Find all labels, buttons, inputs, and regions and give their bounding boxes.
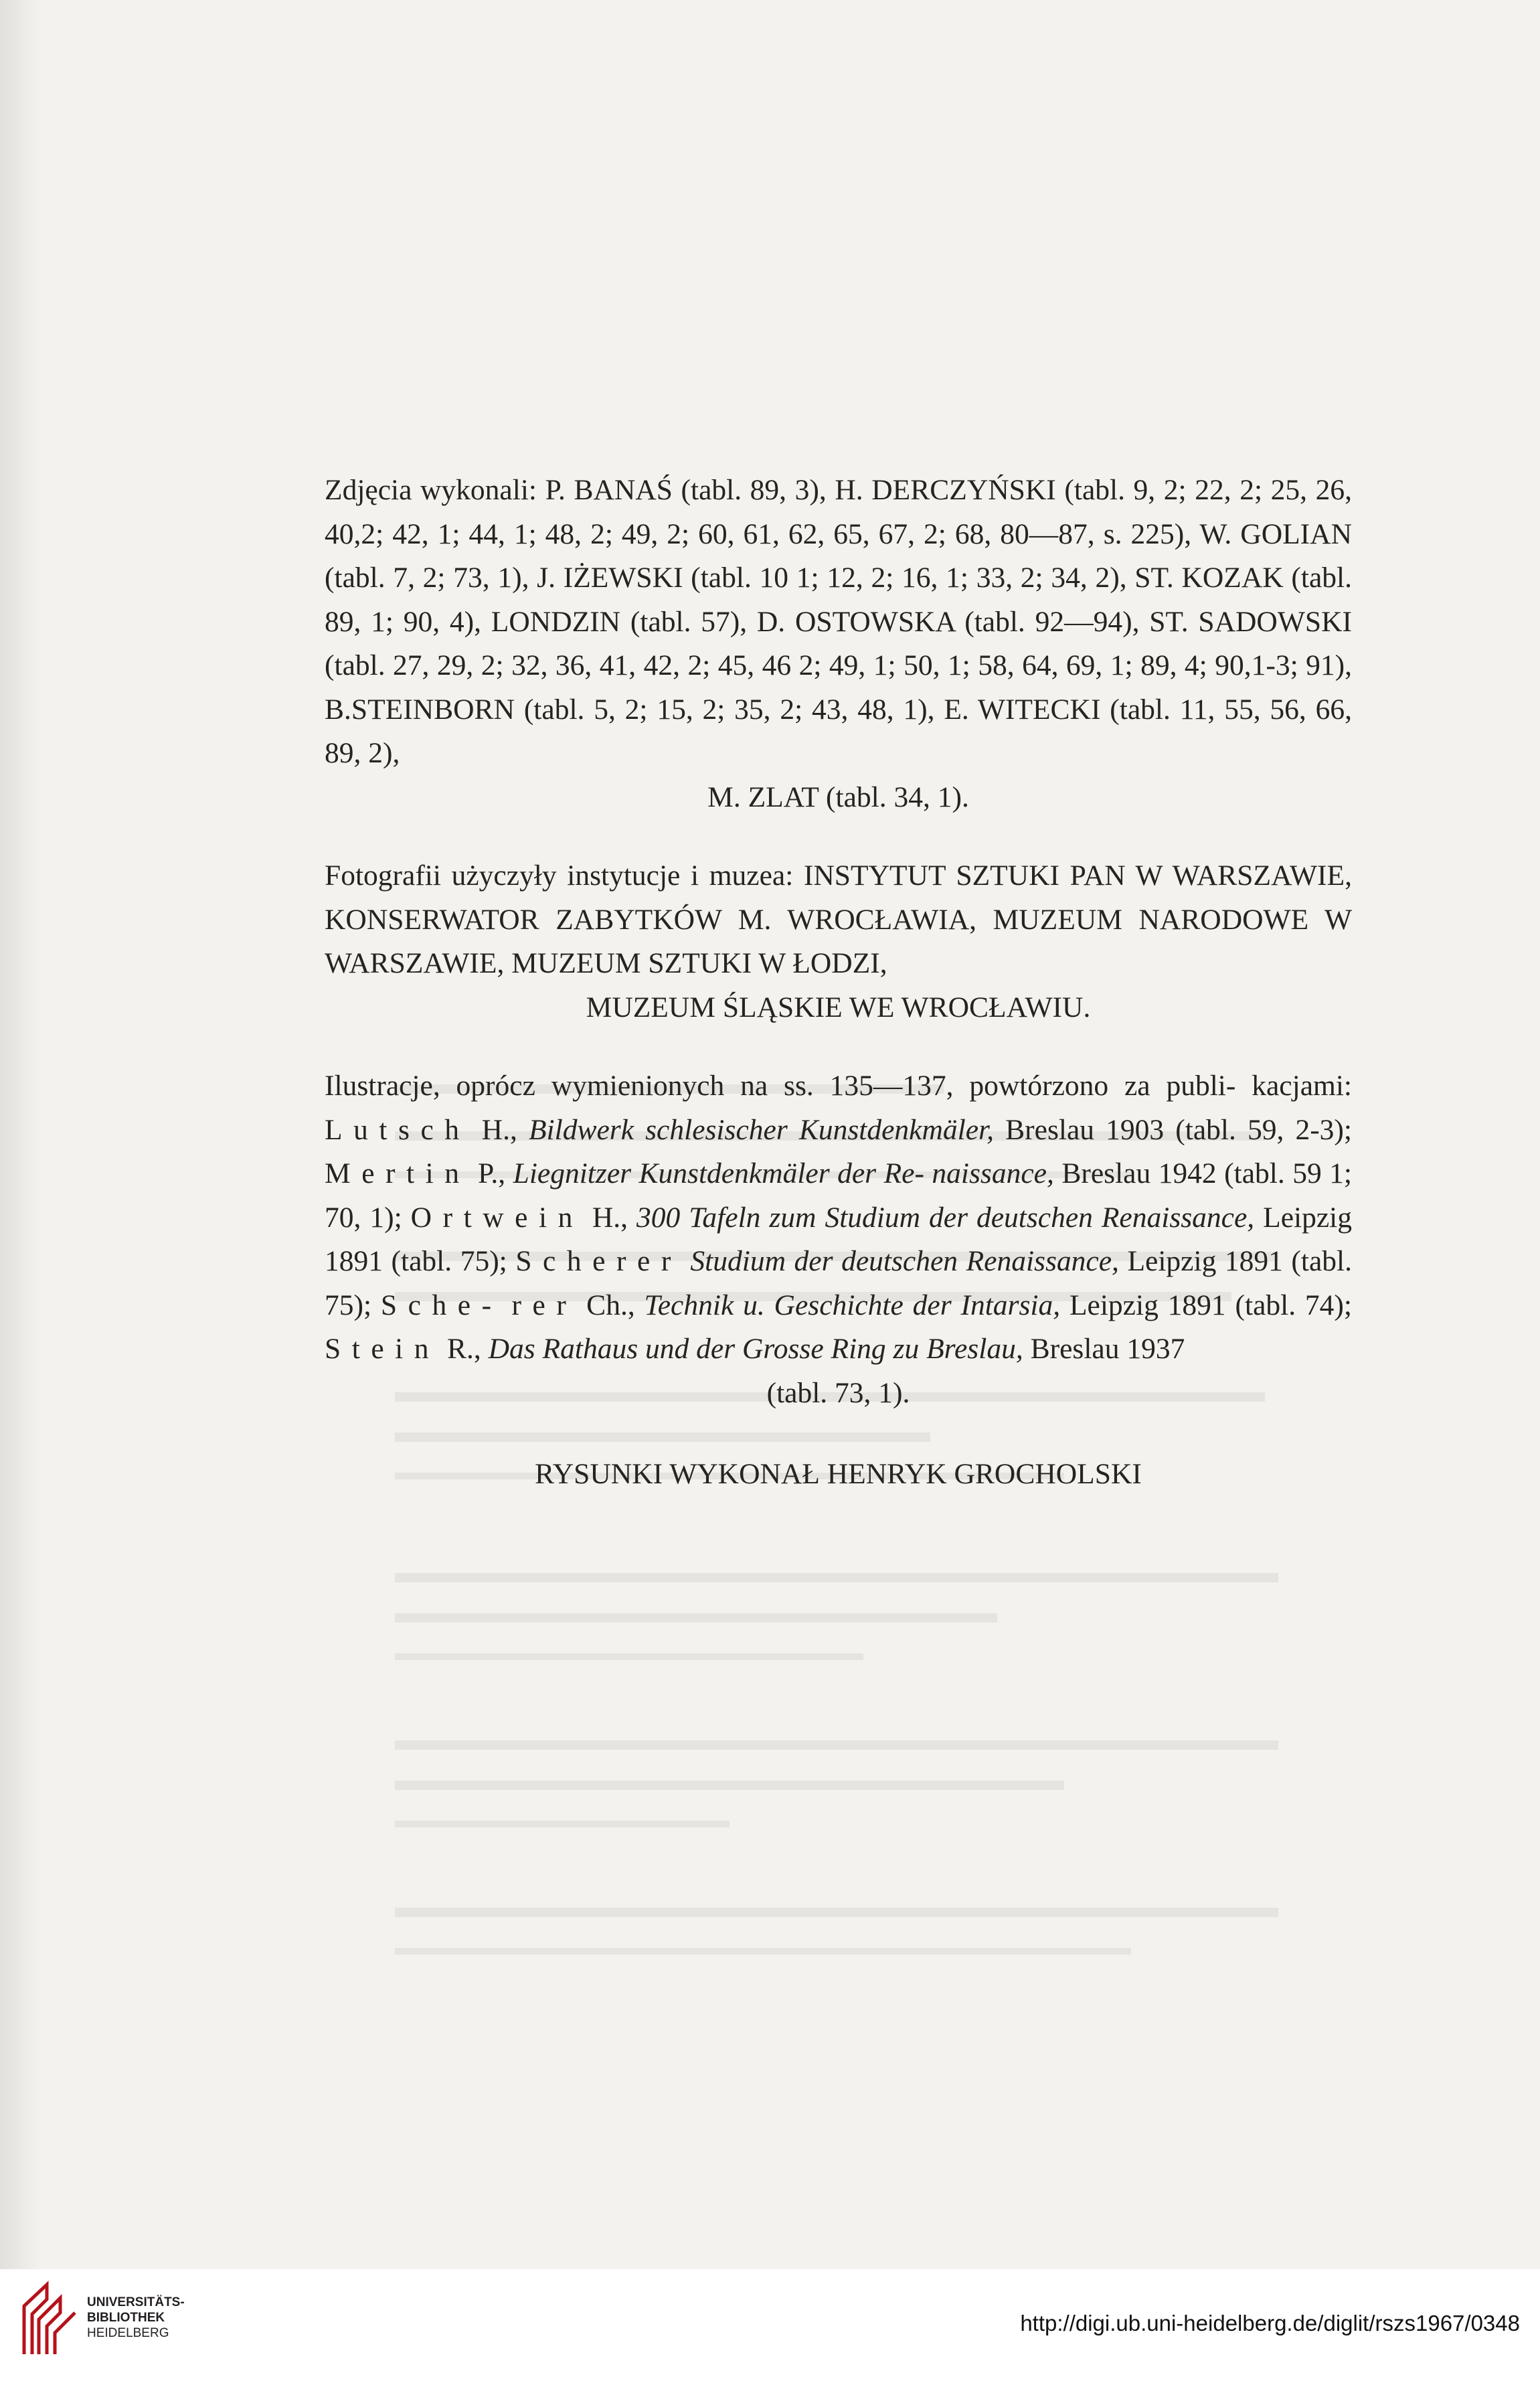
source-url[interactable]: http://digi.ub.uni-heidelberg.de/diglit/rszs1967/0348 bbox=[1020, 2311, 1520, 2335]
photo-credits-paragraph bbox=[325, 469, 1352, 819]
photo-credits-line: 22, 2; 25, 26, 40,2; 42, 1; 44, 1; 48, 2; 49, 2; 60, 61, 62, 65, 67, 2; 68, 80—87, bbox=[325, 474, 1352, 550]
illustrations-last-line: (tabl. 73, 1). bbox=[766, 1376, 910, 1409]
publication-title: 300 Tafeln zum bbox=[636, 1201, 817, 1234]
library-name bbox=[87, 2295, 185, 2341]
photo-credits-line: (tabl. 5, 2; 15, 2; 35, 2; 43, 48, 1), E. WITECKI (tabl. 11, 55, 56, 66, 89, 2), bbox=[325, 693, 1352, 769]
illustrations-text: Ch., bbox=[577, 1289, 645, 1321]
illustrations-text: R., bbox=[440, 1333, 489, 1365]
library-name-line: HEIDELBERG bbox=[87, 2326, 169, 2340]
photo-credits-line: 33, 2; 34, 2), ST. KOZAK (tabl. 89, 1; 90, 4), LONDZIN (tabl. 57), bbox=[325, 562, 1352, 638]
publication-title: Studium der deutschen Renaissance, bbox=[690, 1245, 1119, 1277]
illustrations-text: Ilustracje, oprócz wymienionych na ss. 135—137, powtórzono za publi- bbox=[325, 1070, 1236, 1102]
institutions-last-line: MUZEUM ŚLĄSKIE WE WROCŁAWIU. bbox=[586, 991, 1091, 1023]
illustrations-text: 1903 (tabl. 59, 2-3); bbox=[1106, 1113, 1353, 1146]
illustrations-text: Breslau bbox=[994, 1113, 1095, 1146]
library-logo-icon bbox=[19, 2279, 79, 2360]
page-edge-shadow bbox=[0, 0, 40, 2269]
illustrations-text: P., bbox=[470, 1157, 513, 1189]
illustrations-text: kacjami: bbox=[1252, 1070, 1353, 1102]
publication-title: Liegnitzer Kunstdenkmäler der Re- bbox=[513, 1157, 924, 1189]
illustrations-text: Breslau 1942 (tabl. 59 1; 70, 1); bbox=[325, 1157, 1353, 1234]
illustrations-text: Leipzig 1891 (tabl. 75); bbox=[325, 1201, 1353, 1277]
page-content bbox=[325, 469, 1352, 1497]
institutions-line: Fotografii użyczyły instytucje i muzea: INSTYTUT SZTUKI PAN bbox=[325, 859, 1126, 892]
publication-title: Das Rathaus und der Grosse Ring zu Breslau, bbox=[488, 1333, 1023, 1365]
illustrations-text: H., bbox=[470, 1113, 529, 1146]
library-name-line: UNIVERSITÄTS- bbox=[87, 2295, 185, 2309]
illustrations-text: Leipzig 1891 (tabl. 74); bbox=[1060, 1289, 1353, 1321]
publication-title: Bildwerk schlesischer Kunstdenkmäler, bbox=[528, 1113, 995, 1146]
library-name-line: BIBLIOTHEK bbox=[87, 2311, 165, 2325]
institutions-line: W WARSZAWIE, KONSERWATOR ZABYTKÓW M. WROCŁAWIA, bbox=[325, 859, 1352, 936]
photo-credits-line: s. 225), W. GOLIAN (tabl. 7, 2; 73, 1), J. IŻEWSKI (tabl. 10 1; 12, 2; 16, 1; bbox=[325, 517, 1352, 594]
photo-credits-line: Zdjęcia wykonali: P. BANAŚ (tabl. 89, 3), H. DERCZYŃSKI (tabl. 9, 2; bbox=[325, 474, 1187, 506]
author-name: Scherer bbox=[515, 1245, 682, 1277]
institutions-paragraph bbox=[325, 854, 1352, 1030]
author-name: Stein bbox=[325, 1333, 440, 1365]
photo-credits-line: D. OSTOWSKA (tabl. 92—94), ST. SADOWSKI (tabl. 27, 29, 2; 32, 36, bbox=[325, 605, 1352, 681]
author-name: Sche- bbox=[380, 1289, 503, 1321]
drawings-credit: RYSUNKI WYKONAŁ HENRYK GROCHOLSKI bbox=[535, 1458, 1142, 1490]
author-name: rer bbox=[511, 1289, 578, 1321]
author-name: Ortwein bbox=[410, 1201, 584, 1234]
institutions-line: MUZEUM NARODOWE W WARSZAWIE, MUZEUM SZTUKI W ŁODZI, bbox=[325, 903, 1352, 979]
publication-title: Studium der deutschen Renaissance, bbox=[825, 1201, 1255, 1234]
photo-credits-line: 41, 42, 2; 45, 46 2; 49, 1; 50, 1; 58, 64, 69, 1; 89, 4; 90,1-3; 91), B.STEINBORN bbox=[325, 649, 1353, 726]
photo-credits-last-line: M. ZLAT (tabl. 34, 1). bbox=[707, 780, 969, 813]
illustrations-text: Breslau 1937 bbox=[1023, 1333, 1185, 1365]
publication-title: Technik u. Geschichte der Intarsia, bbox=[644, 1289, 1061, 1321]
author-name: Mertin bbox=[325, 1157, 470, 1189]
illustrations-text: Leipzig 1891 (tabl. 75); bbox=[325, 1245, 1353, 1321]
publication-title: naissance, bbox=[932, 1157, 1054, 1189]
illustrations-paragraph bbox=[325, 1064, 1352, 1415]
author-name: Lutsch bbox=[325, 1113, 470, 1146]
illustrations-text: H., bbox=[583, 1201, 637, 1234]
